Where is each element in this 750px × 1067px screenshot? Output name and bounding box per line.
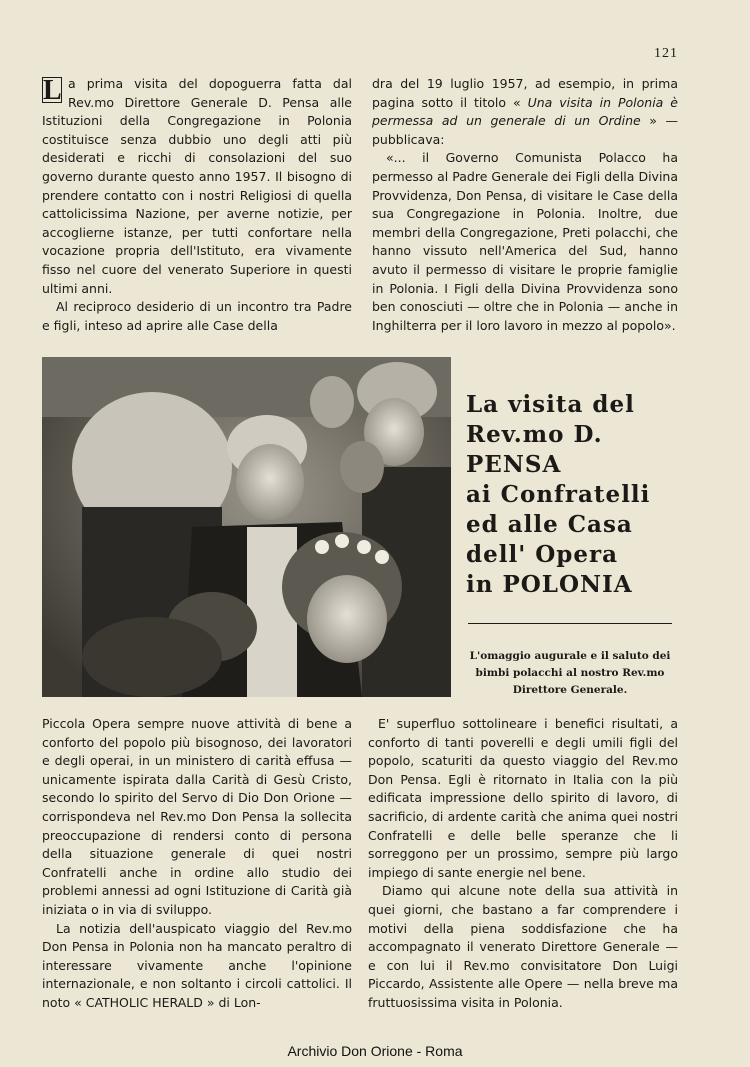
headline-line: dell' Opera [466, 541, 619, 568]
photo-children-greeting [42, 357, 451, 697]
page-number: 121 [654, 46, 678, 61]
paragraph: Diamo qui alcune note della sua attività in quei giorni, che bastano a far comprendere i motivi della piena soddisfazione che ha accompagnato il venerato Direttore Generale — e con lui il Rev.mo convisitatore Don Luigi Piccardo, Assistente alle Opere — nella breve ma fruttuosissima visita in Polonia. [368, 883, 678, 1010]
paragraph: Piccola Opera sempre nuove attività di bene a conforto del popolo più bisognoso, dei lavoratori e degli operai, in un ministero di carità effusa — unicamente ispirata dalla Carità di Gesù Cristo, secondo lo spirito del Servo di Dio Don Orione — corrispondeva nel Rev.mo Don Pensa la sollecita preoccupazione di rendersi conto di persona della situazione generale di quei nostri Confratelli anche in ordine allo studio dei problemi annessi ad ogni Istituzione di Carità già iniziata o in via di sviluppo. [42, 716, 352, 917]
photo-caption: L'omaggio augurale e il saluto dei bimbi polacchi al nostro Rev.mo Direttore Generale. [469, 650, 671, 696]
article-column-bottom-left [42, 715, 352, 1013]
opening-paragraph-text: a prima visita del dopoguerra fatta dal Rev.mo Direttore Generale D. Pensa alle Istituzioni della Congregazione in Polonia costituisce senza dubbio uno degli atti più desiderati e ricchi di consolazioni del suo governo durante questo anno 1957. Il bisogno di prendere contatto con i nostri Religiosi di quella cattolicissima Nazione, per averne notizie, per accoglierne istanze, per tutti confortare nella vocazione propria dell'Istituto, era vivamente fisso nel cuore del venerato Superiore in questi ultimi anni. [42, 76, 352, 296]
caption-divider [468, 623, 672, 624]
paragraph: E' superfluo sottolineare i benefici risultati, a conforto di tanti poverelli e degli umili figli del popolo, scaturiti da questo viaggio del Rev.mo Don Pensa. Egli è ritornato in Italia con la più edificata impressione dello spirito di lavoro, di sacrificio, di ardente carità che anima quei nostri Confratelli e delle belle speranze che li sorreggono per un prossimo, sempre più largo impiego di sante energie nel bene. [368, 716, 678, 880]
newspaper-headline-quote: Una visita in Polonia è permessa ad un generale di un Ordine [372, 94, 678, 129]
dropcap-letter: L [43, 75, 62, 106]
article-column-top-right [372, 75, 678, 335]
article-column-bottom-right [368, 715, 678, 1013]
headline-line: ai Confratelli [466, 481, 651, 508]
headline-line: Rev.mo D. PENSA [466, 421, 603, 478]
article-column-top-left [42, 75, 352, 335]
paragraph: La notizia dell'auspicato viaggio del Rev.mo Don Pensa in Polonia non ha mancato peraltro di interessare vivamente anche l'opinione internazionale, e non soltanto i circoli cattolici. Il noto « CATHOLIC HERALD » di Lon- [42, 920, 352, 1010]
opening-paragraph [42, 75, 352, 298]
headline-line: ed alle Casa [466, 511, 633, 538]
headline-line: in POLONIA [466, 571, 633, 598]
article-headline [466, 390, 696, 600]
headline-line: La visita del [466, 391, 635, 418]
archive-footer: Archivio Don Orione - Roma [287, 1043, 463, 1059]
paragraph: dra del 19 luglio 1957, ad esempio, in prima pagina sotto il titolo « Una visita in Polonia è permessa ad un generale di un Ordine » — pubblicava: [372, 76, 679, 147]
paragraph: Al reciproco desiderio di un incontro tra Padre e figli, inteso ad aprire alle Case della [42, 299, 352, 333]
newspaper-quote: «... il Governo Comunista Polacco ha permesso al Padre Generale dei Figli della Divina Provvidenza, Don Pensa, di visitare le Case della sua Congregazione in Polonia. Inoltre, due membri della Congregazione, Preti polacchi, che hanno vissuto nell'America del Sud, hanno avuto il permesso di visitare le proprie famiglie in Polonia. I Figli della Divina Provvidenza sono ben conosciuti — oltre che in Polonia — anche in Inghilterra per il loro lavoro in mezzo al popolo». [372, 150, 678, 333]
